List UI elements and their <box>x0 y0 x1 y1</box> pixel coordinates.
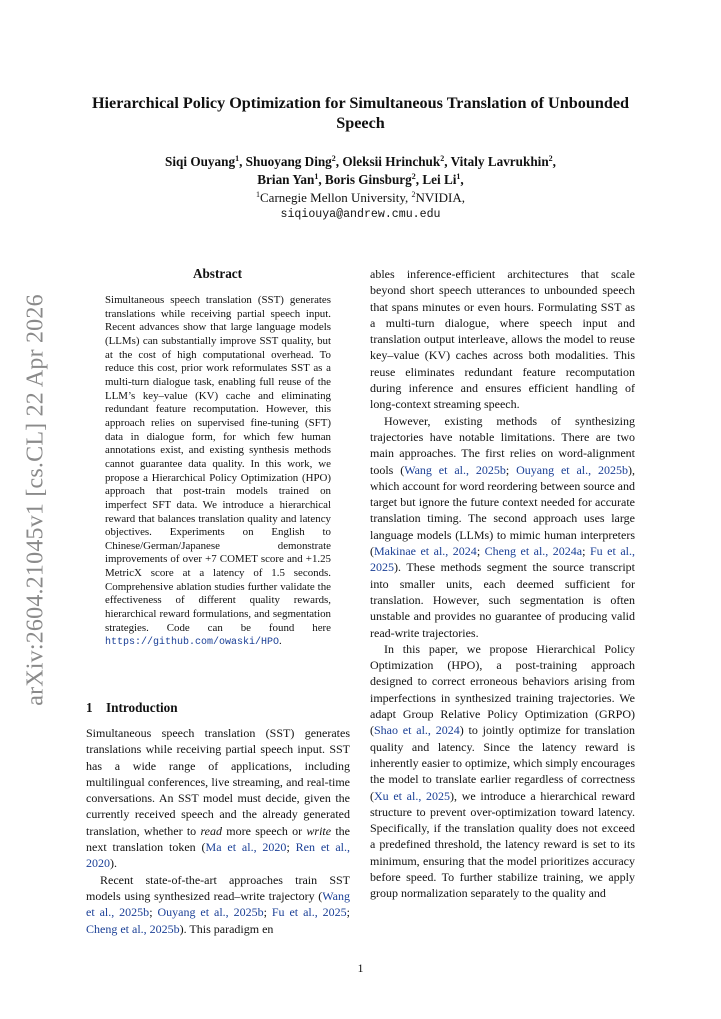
citation-link[interactable]: Wang et al., 2025b <box>404 462 506 477</box>
affiliation-name: Carnegie Mellon University <box>260 190 406 205</box>
author-list: Siqi Ouyang$^1$, Shuoyang Ding$^2$, Oleksii Hrinchuk$^2$, Vitaly Lavrukhin$^2$, Brian Yan$^1$, Boris Ginsburg$^2$, Lei Li$^1$, <box>165 154 556 187</box>
left-column <box>86 725 350 937</box>
affiliation-name: NVIDIA <box>415 190 462 205</box>
citation-link[interactable]: Ren et al., 2020 <box>86 840 350 871</box>
affiliation-mark: 1 <box>256 190 260 199</box>
text-run: Recent state-of-the-art approaches train SST models using synthesized read–write trajectory ( <box>86 872 350 903</box>
affiliation-mark: 2 <box>548 154 553 163</box>
text-run: Simultaneous speech translation (SST) generates translations while receiving partial speech input. SST has a wide range of applications, including multilingual conferences, live streaming, and real-time conversations. An SST model must decide, given the currently received speech and the already generated translation, whether to <box>86 726 350 838</box>
abstract-end: . <box>279 635 282 648</box>
citation-link[interactable]: Xu et al., 2025 <box>374 788 451 803</box>
paragraph <box>370 413 635 641</box>
emphasis: read <box>200 823 223 838</box>
section-title: Introduction <box>106 700 178 715</box>
emphasis: write <box>306 823 332 838</box>
paragraph <box>86 872 350 937</box>
paragraph <box>370 641 635 902</box>
affiliation-mark: 2 <box>411 190 416 199</box>
text-run: ; <box>505 462 517 477</box>
citation-link[interactable]: Shao et al., 2024 <box>374 723 460 738</box>
affiliation-mark: 2 <box>411 172 416 181</box>
text-run: more speech or <box>222 823 307 838</box>
abstract-body <box>105 294 331 650</box>
citation-link[interactable]: Ouyang et al., 2025b <box>157 905 264 920</box>
author-name: Brian Yan <box>257 172 315 187</box>
affiliation-mark: 1 <box>456 172 461 181</box>
citation-link[interactable]: Cheng et al., 2024a <box>484 544 583 559</box>
citation-link[interactable]: Ouyang et al., 2025b <box>516 462 629 477</box>
arxiv-stamp-text: arXiv:2604.21045v1 [cs.CL] 22 Apr 2026 <box>22 294 49 706</box>
code-link[interactable]: https://github.com/owaski/HPO <box>105 637 280 649</box>
abstract-text: Simultaneous speech translation (SST) generates translations while receiving partial speech input. Recent advances show that large language models (LLMs) can substantially improve SST quality, but at the cost of high computational overhead. To reduce this cost, prior work reformulates SST as a multi-turn dialogue task, enabling full reuse of the LLM’s key–value (KV) cache and eliminating redundant feature recomputation. However, this approach relies on supervised fine-tuning (SFT) data in dialogue form, for which few human annotations exist, and existing synthesis methods cannot guarantee data quality. In this work, we propose a Hierarchical Policy Optimization (HPO) approach that post-train models trained on imperfect SFT data. We introduce a hierarchical reward that balances translation quality and latency objectives. Experiments on English to Chinese/German/Japanese demonstrate improvements of over +7 COMET score and +1.25 MetricX score at a latency of 1.5 seconds. Comprehensive ablation studies further validate the effectiveness of different quality rewards, hierarchical reward formulations, and segmentation strategies. Code can be found here <box>105 294 331 634</box>
citation-link[interactable]: Ma et al., 2020 <box>205 840 287 855</box>
author-name: Oleksii Hrinchuk <box>342 154 441 169</box>
affiliations: $^1$Carnegie Mellon University, $^2$NVIDIA, <box>256 190 465 205</box>
paper-title: Hierarchical Policy Optimization for Simultaneous Translation of Unbounded Speech <box>91 94 630 132</box>
affiliation-mark: 1 <box>314 172 319 181</box>
text-run: ; <box>263 905 272 920</box>
text-run: ). These methods segment the source transcript into smaller units, each deemed sufficient for translation. However, such segmentation is often unstable and provides no guarantee of producing valid read-write trajectories. <box>370 560 635 640</box>
text-run: the next translation token ( <box>86 823 350 855</box>
text-run: ), we introduce a hierarchical reward structure to prevent over-optimization toward latency. Specifically, if the translation quality does not exceed a predefined threshold, the latency reward is set to its minimum, ensuring that the model prioritizes accuracy before speed. To further stabilize training, we apply group normalization separately to the quality and <box>370 788 635 901</box>
paragraph: ables inference-efficient architectures that scale beyond short speech utterances to unbounded speech that spans minutes or even hours. Formulating SST as a multi-turn dialogue, where speech input and translation output interleave, allows the model to reuse key–value (KV) caches across both modalities. This reuse eliminates redundant feature recomputation during inference and ensures efficient handling of long-context streaming speech. <box>370 267 635 412</box>
text-run: ). <box>110 856 117 871</box>
text-run: However, existing methods of synthesizing trajectories have notable limitations. There are two main approaches. The first relies on word-alignment tools ( <box>370 413 635 477</box>
section-number: 1 <box>86 700 93 715</box>
text-run: ). This paradigm en <box>179 921 274 936</box>
paragraph <box>86 725 350 872</box>
citation-link[interactable]: Fu et al., 2025 <box>271 905 347 920</box>
author-email[interactable]: siqiouya@andrew.cmu.edu <box>280 208 441 221</box>
text-run: ; <box>346 905 351 920</box>
page-number: 1 <box>357 961 364 975</box>
text-run: ; <box>149 905 158 920</box>
author-name: Lei Li <box>422 172 457 187</box>
text-run: ; <box>582 544 590 559</box>
abstract-heading: Abstract <box>192 266 243 281</box>
citation-link[interactable]: Makinae et al., 2024 <box>374 544 477 559</box>
text-run: ; <box>286 840 296 855</box>
section-heading-introduction <box>86 700 178 716</box>
author-name: Vitaly Lavrukhin <box>450 154 549 169</box>
text-run: ), which account for word reordering between source and target but ignore the future context needed for accurate translation timing. The second approach uses large language models (LLMs) to mimic human interpreters ( <box>370 462 636 559</box>
citation-link[interactable]: Wang et al., 2025b <box>86 888 350 920</box>
right-column <box>370 266 635 902</box>
citation-link[interactable]: Cheng et al., 2025b <box>86 921 180 936</box>
text-run: In this paper, we propose Hierarchical Policy Optimization (HPO), a post-training approach designed to correct erroneous behaviors arising from imperfections in synthesized training trajectories. We adapt Group Relative Policy Optimization (GRPO) ( <box>370 641 635 738</box>
citation-link[interactable]: Fu et al., 2025 <box>370 544 635 575</box>
affiliation-mark: 2 <box>331 154 336 163</box>
affiliation-mark: 2 <box>440 154 445 163</box>
author-name: Shuoyang Ding <box>245 154 332 169</box>
text-run: ) to jointly optimize for translation quality and latency. Since the latency reward is inherently easier to optimize, which simply encourages the model to translate earlier regardless of correctness ( <box>370 723 635 803</box>
affiliation-mark: 1 <box>235 154 240 163</box>
author-name: Siqi Ouyang <box>165 154 236 169</box>
text-run: ; <box>476 544 485 559</box>
author-name: Boris Ginsburg <box>324 172 412 187</box>
